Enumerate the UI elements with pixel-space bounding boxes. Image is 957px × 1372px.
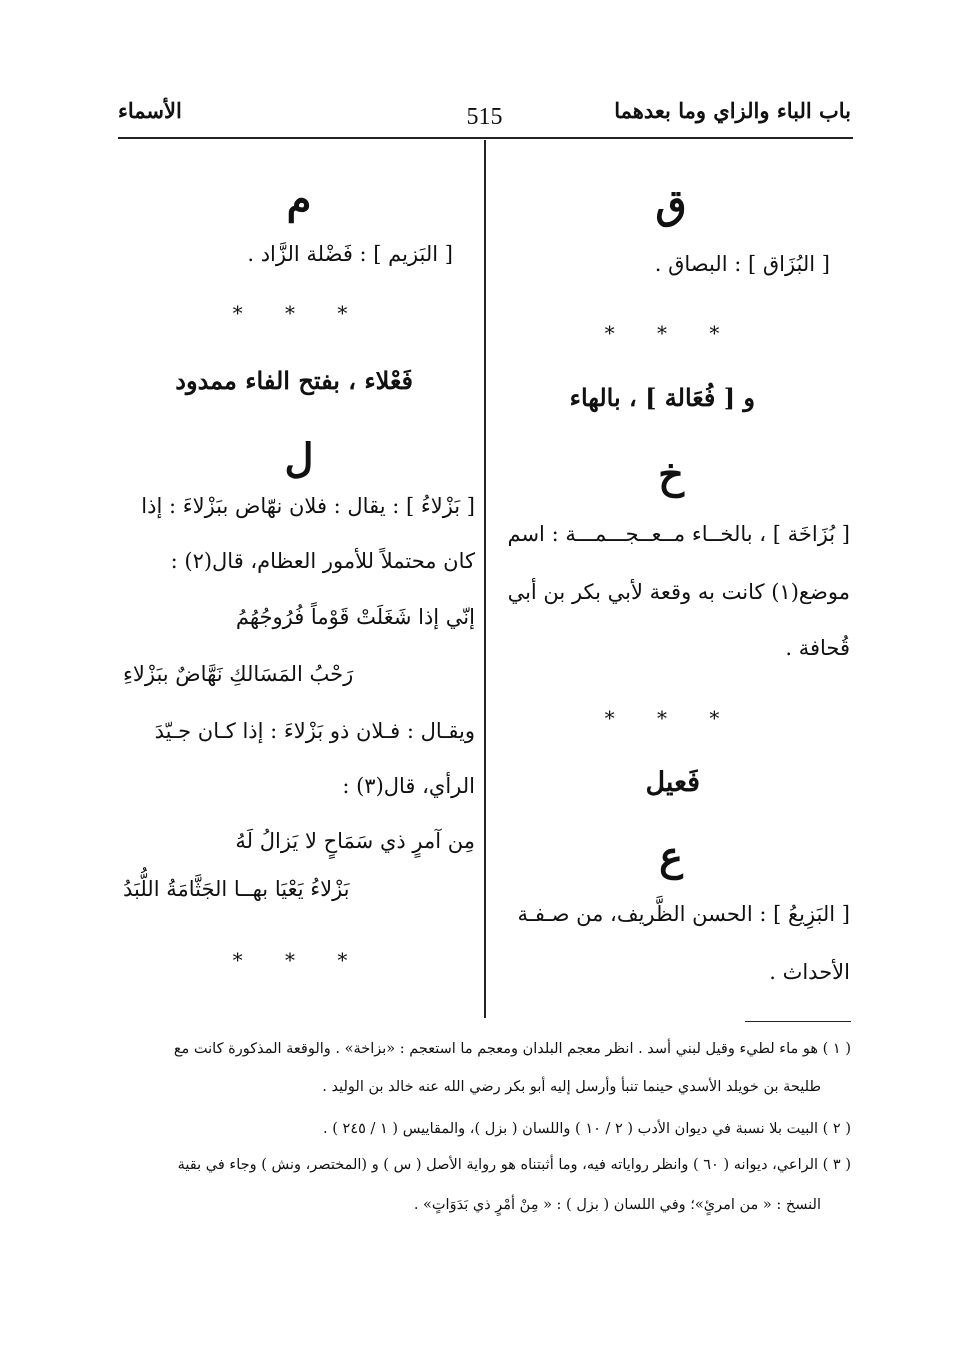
- footnote-1-line1: ( ١ ) هو ماء لطيء وقيل لبني أسد . انظر معجم البلدان ومعجم ما استعجم : «بزاخة» . والوقعة المذكورة كانت مع: [173, 1041, 851, 1057]
- entry-bazeem: [ البَزيم ] : فَضْلة الزَّاد .: [247, 242, 453, 266]
- verse-2-second-hemistich: بَزْلاءُ يَعْيَا بهــا الجَثَّامَةُ اللُّبَدُ: [123, 877, 350, 901]
- stars-divider: * * *: [232, 948, 366, 972]
- entry-dhu-bazlaa-line2: الرأي، قال(٣) :: [342, 774, 475, 798]
- footnote-3-line2: النسخ : « من امرئٍ»؛ وفي اللسان ( بزل ) : « مِنْ أمْرٍ ذي بَدَوَاتٍ» .: [413, 1197, 821, 1213]
- header-divider: [118, 137, 853, 139]
- footnote-2: ( ٢ ) البيت بلا نسبة في ديوان الأدب ( ٢ / ١٠ ) واللسان ( بزل )، والمقاييس ( ١ / ٢٤٥ ) .: [323, 1121, 851, 1137]
- entry-bazlaa-line2: كان محتملاً للأمور العظام، قال(٢) :: [170, 549, 475, 573]
- section-title: الأسماء: [118, 98, 182, 123]
- verse-2-first-hemistich: مِن آمرٍ ذي سَمَاحٍ لا يَزالُ لَهُ: [235, 829, 475, 853]
- letter-lam: ل: [284, 435, 314, 482]
- heading-fuala: و [ فُعَالة ] ، بالهاء: [569, 383, 755, 412]
- stars-divider: * * *: [604, 321, 738, 345]
- letter-mim: م: [286, 176, 312, 223]
- entry-buzakha-line3: قُحافة .: [785, 636, 850, 660]
- page-number: 515: [466, 104, 503, 130]
- entry-buzakha-line2: موضع(١) كانت به وقعة لأبي بكر بن أبي: [507, 580, 850, 604]
- footnote-3-line1: ( ٣ ) الراعي، ديوانه ( ٦٠ ) وانظر رواياته فيه، وما أثبتناه هو رواية الأصل ( س ) و (المختصر، ونش ) وجاء في بقية: [177, 1157, 851, 1173]
- entry-buzaq: [ البُزَاق ] : البصاق .: [654, 252, 830, 276]
- verse-1-second-hemistich: رَحْبُ المَسَالكِ نَهَّاضٌ ببَزْلاءِ: [123, 662, 354, 686]
- heading-fail: فَعيل: [645, 767, 700, 798]
- heading-falaa: فَعْلاء ، بفتح الفاء ممدود: [175, 366, 413, 395]
- stars-divider: * * *: [232, 301, 366, 325]
- column-divider: [484, 140, 486, 1018]
- entry-buzakha-line1: [ بُزَاخَة ] ، بالخــاء مــعــجـــمـــة : اسم: [507, 522, 850, 546]
- entry-dhu-bazlaa-line1: ويقـال : فـلان ذو بَزْلاءَ : إذا كـان جـيّدَ: [154, 719, 475, 743]
- entry-bazlaa-line1: [ بَزْلاءُ ] : يقال : فلان نهّاض ببَزْلاءَ : إذا: [141, 494, 475, 518]
- letter-qaf: ق: [655, 181, 687, 228]
- stars-divider: * * *: [604, 706, 738, 730]
- verse-1-first-hemistich: إنّي إذا شَغَلَتْ قَوْماً فُرُوجُهُمُ: [235, 605, 475, 629]
- entry-bazee-line1: [ البَزِيعُ ] : الحسن الظَّريف، من صـفـة: [517, 902, 850, 926]
- chapter-title: باب الباء والزاي وما بعدهما: [614, 98, 851, 123]
- letter-ain: ع: [659, 833, 683, 880]
- entry-bazee-line2: الأحداث .: [769, 960, 850, 984]
- page-header: [118, 84, 851, 134]
- letter-kha: خ: [658, 451, 684, 498]
- footnote-1-line2: طليحة بن خويلد الأسدي حينما تنبأ وأرسل إليه أبو بكر رضي الله عنه خالد بن الوليد .: [322, 1079, 821, 1095]
- footnote-divider: [745, 1021, 851, 1022]
